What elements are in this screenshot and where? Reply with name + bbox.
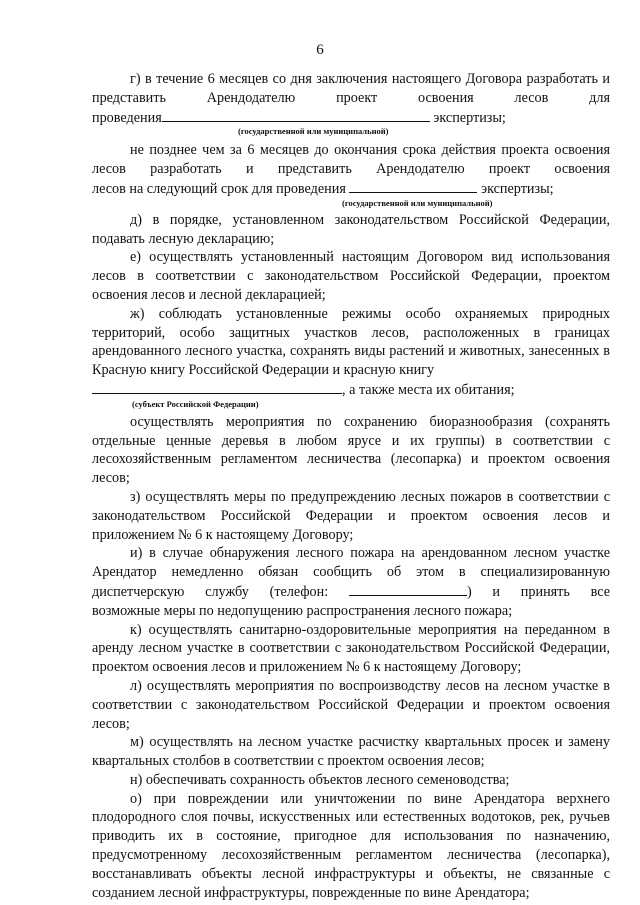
clause-o: о) при повреждении или уничтожении по вине Арендатора верхнего плодородного слоя почвы, искусственных или естественных водотоков, рек, ручьев приводить их в состояние, пригодное для использования по назначению, предусмотренному лесохозяйственным регламентом лесничества (лесопарка), восстанавливать объекты лесной инфраструктуры и объекты, не связанные с созданием лесной инфраструктуры, поврежденные по вине Арендатора; bbox=[92, 790, 610, 901]
page-number: 6 bbox=[316, 42, 324, 58]
clause-biodiversity: осуществлять мероприятия по сохранению биоразнообразия (сохранять отдельные ценные деревья в любом ярусе и их группы) в соответствии с лесохозяйственным регламентом лесничества (лесопарка) и проектом освоения лесов; bbox=[92, 413, 610, 487]
blank-line bbox=[92, 380, 342, 394]
clause-g: г) в течение 6 месяцев со дня заключения настоящего Договора разработать и представить Арендодателю проект освоения лесов для bbox=[92, 71, 610, 106]
text-fragment: диспетчерскую службу (телефон: bbox=[92, 583, 329, 600]
note-gov-or-municipal-2: (государственной или муниципальной) bbox=[342, 197, 493, 208]
clause-g-next-term-line bbox=[92, 179, 610, 199]
blank-line bbox=[162, 108, 430, 122]
clause-i-phone-line bbox=[92, 582, 610, 602]
clause-d: д) в порядке, установленном законодательством Российской Федерации, подавать лесную декларацию; bbox=[92, 211, 610, 247]
clause-g-deadline: не позднее чем за 6 месяцев до окончания срока действия проекта освоения лесов разработать и представить Арендодателю проект освоения bbox=[92, 142, 610, 178]
note-gov-or-municipal: (государственной или муниципальной) bbox=[238, 126, 389, 137]
clause-i: и) в случае обнаружения лесного пожара на арендованном лесном участке Арендатор немедленно обязан сообщить об этом в специализированную bbox=[92, 545, 610, 581]
text-fragment: ) и принять все bbox=[466, 583, 610, 600]
clause-k: к) осуществлять санитарно-оздоровительные мероприятия на переданном в аренду лесном участке в соответствии с законодательством Российской Федерации, проектом освоения лесов и приложением № 6 к настоящему Договору; bbox=[92, 621, 610, 676]
clause-n: н) обеспечивать сохранность объектов лесного семеноводства; bbox=[130, 771, 510, 788]
clause-m: м) осуществлять на лесном участке расчистку квартальных просек и замену квартальных столбов в соответствии с проектом освоения лесов; bbox=[92, 734, 610, 770]
text-fragment: лесов на следующий срок для проведения bbox=[92, 180, 346, 197]
text-fragment: экспертизы; bbox=[433, 109, 506, 126]
clause-i-end: возможные меры по недопущению распространения лесного пожара; bbox=[92, 602, 513, 619]
document-body bbox=[92, 70, 610, 902]
text-fragment: экспертизы; bbox=[480, 180, 554, 197]
clause-l: л) осуществлять мероприятия по воспроизводству лесов на лесном участке в соответствии с законодательством Российской Федерации и проектом освоения лесов; bbox=[92, 677, 610, 732]
text-fragment: проведения bbox=[92, 109, 162, 126]
clause-g-expertise-line bbox=[92, 108, 610, 128]
clause-z: з) осуществлять меры по предупреждению лесных пожаров в соответствии с законодательством Российской Федерации и проектом освоения лесов и приложением № 6 к настоящему Договору; bbox=[92, 488, 610, 543]
blank-line bbox=[349, 179, 477, 193]
phone-blank-line bbox=[349, 582, 467, 596]
note-subject-rf: (субъект Российской Федерации) bbox=[132, 398, 259, 409]
clause-zh-end-line bbox=[92, 380, 610, 400]
text-fragment: , а также места их обитания; bbox=[342, 381, 515, 398]
clause-e: е) осуществлять установленный настоящим Договором вид использования лесов в соответствии с законодательством Российской Федерации, проектом освоения лесов и лесной декларацией; bbox=[92, 249, 610, 303]
clause-zh: ж) соблюдать установленные режимы особо охраняемых природных территорий, особо защитных участков лесов, расположенных в границах арендованного лесного участка, сохранять виды растений и животных, занесенных в Красную книгу Российской Федерации и красную книгу bbox=[92, 305, 610, 379]
